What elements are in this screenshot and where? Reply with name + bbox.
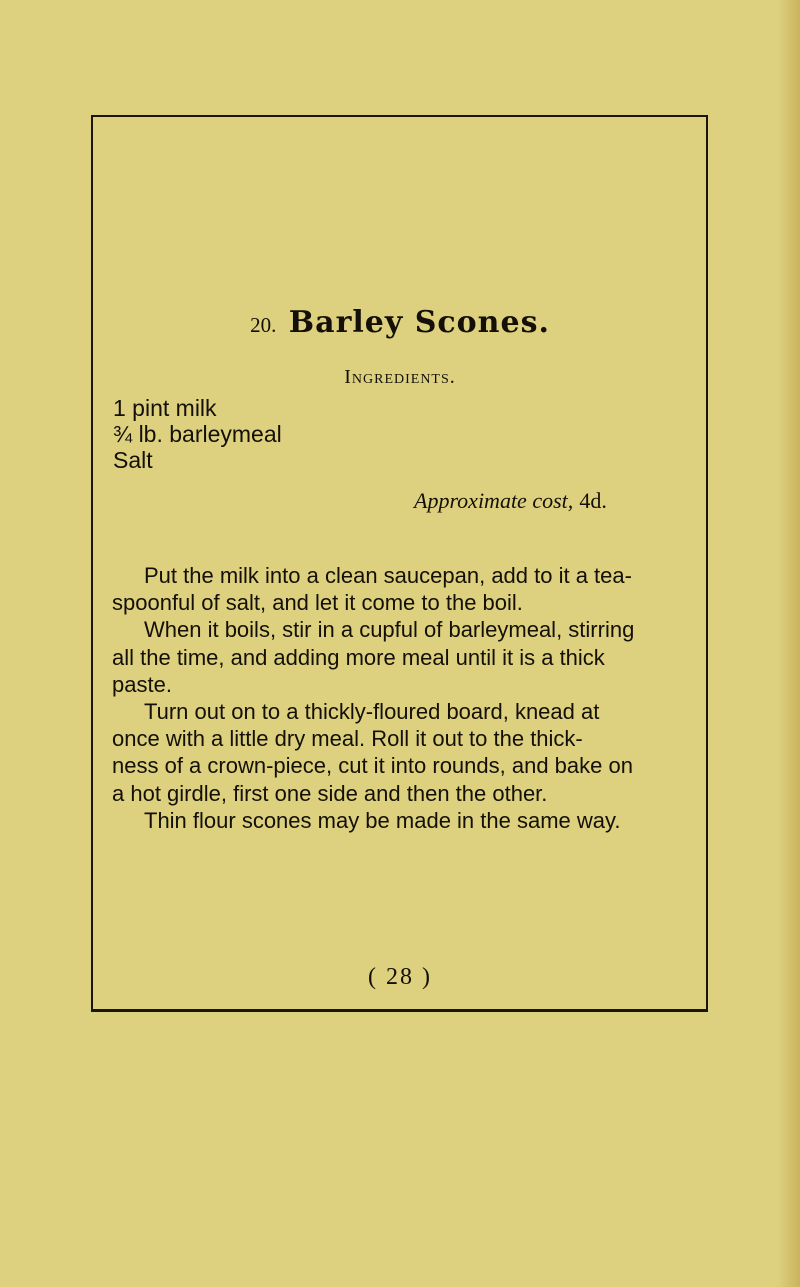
ingredients-heading: Ingredients. — [344, 366, 456, 388]
page-edge-shadow — [778, 0, 800, 1287]
recipe-number: 20. — [250, 313, 277, 337]
ingredient-item: ¾ lb. barleymeal — [113, 421, 282, 447]
instruction-line: Put the milk into a clean saucepan, add to it a tea- — [144, 563, 632, 588]
ingredient-item: 1 pint milk — [113, 395, 217, 421]
cost-label: Approximate cost, — [414, 488, 574, 513]
instruction-line: once with a little dry meal. Roll it out to the thick- — [112, 726, 583, 752]
instruction-line: When it boils, stir in a cupful of barleymeal, stirring — [144, 617, 635, 643]
page-number: ( 28 ) — [368, 964, 432, 990]
instruction-line: all the time, and adding more meal until it is a thick — [112, 644, 605, 670]
recipe-title: Barley Scones. — [288, 305, 550, 340]
instruction-line: Thin flour scones may be made in the same way. — [144, 807, 621, 833]
instruction-line: Turn out on to a thickly-floured board, knead at — [144, 699, 600, 725]
recipe-heading — [0, 305, 800, 340]
instruction-line: a hot girdle, first one side and then the other. — [112, 780, 548, 806]
instruction-line: spoonful of salt, and let it come to the boil. — [112, 590, 523, 616]
instructions-text — [112, 562, 687, 834]
approximate-cost — [414, 488, 607, 514]
instruction-line: ness of a crown-piece, cut it into rounds, and bake on — [112, 753, 633, 779]
ingredient-list — [113, 395, 282, 473]
ingredient-item: Salt — [113, 447, 153, 473]
instruction-line: paste. — [112, 671, 172, 697]
cost-value: 4d. — [579, 488, 607, 513]
